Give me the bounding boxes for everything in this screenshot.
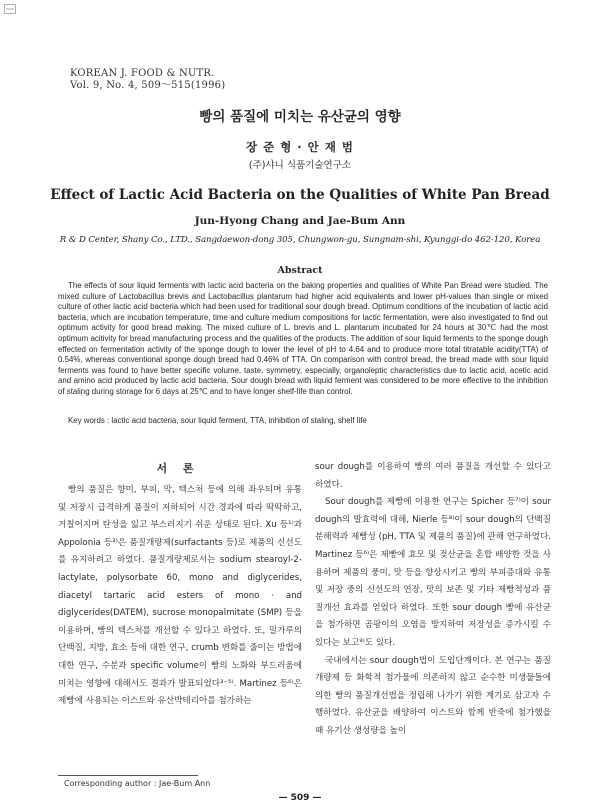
abstract-text: The effects of sour liquid ferments with lactic acid bacteria on the baking properties and qualities of White Pan Bread were studied. The mixed culture of Lactobacillus brevis and Lactobacillus plantarum had higher acid equivalents and lower pH-values than single or mixed culture of other lactic acid bacteria which had been used for traditional sour dough bread. Optimum conditions of the incubation of lactic acid bacteria, which are incubation temperature, time and culture medium compositions for lactic fermentation, were also investigated to find out optimum activity for good bread making. The mixed culture of L. brevis and L. plantarum incubated for 24 hours at 30℃ had the most optimum acitivity for bread manufacturing process and the qualities of the products. The addition of sour liquid ferments to the sponge dough effected on fermentation activity of the sponge dough to lower the level of pH to 4.64 and to produce more total titratable acidity(TTA) of 0.54%, whereas conventional sponge dough bread had 0.46% of TTA. On comparison with control bread, the bread made with sour liquid ferments was found to have better specific volume, taste, symmetry, especially, organoleptic characteristics due to lactic acid, acetic acid and amino acid produced by lactic acid bacteria. Sour dough bread with liquid ferment was considered to be more effective to the inhibition of staling during storage for 6 days at 25℃ and to have longer shelf-life than control. <box>58 281 548 396</box>
korean-authors: 장 준 형 · 안 재 범 <box>245 140 355 154</box>
english-title: Effect of Lactic Acid Bacteria on the Qualities of White Pan Bread <box>50 187 550 203</box>
journal-name: KOREAN J. FOOD & NUTR. <box>70 68 215 79</box>
left-column <box>58 482 302 711</box>
journal-volume: Vol. 9, No. 4, 509～515(1996) <box>70 80 226 91</box>
journal-citation <box>70 68 225 92</box>
introduction-heading: 서 론 <box>156 462 200 475</box>
english-affiliation: R & D Center, Shany Co., LTD., Sangdaewon-dong 305, Chungwon-gu, Sungnam-shi, Kyunggi-do 462-120, Korea <box>59 235 541 245</box>
corner-mark-icon <box>4 4 16 14</box>
korean-title: 빵의 품질에 미치는 유산균의 영향 <box>199 109 401 125</box>
korean-affiliation: (주)샤니 식품기술연구소 <box>248 160 352 171</box>
intro-paragraph-1: 빵의 품질은 향미, 부피, 막, 텍스처 등에 의해 좌우되며 유통 및 저장시 급격하게 품질이 저하되어 시간 경과에 따라 딱딱하고, 거칠어지며 탄성을 잃고 부스러지기 쉬운 상태로 된다. Xu 등¹⁾과 Appolonia 등²⁾은 품질개량제(surfactants 등)로 제품의 신선도를 유지하려고 하였다. 품질개량제로서는 sodium stearoyl-2-lactylate, polysorbate 60, mono and diglycerides, diacetyl tartaric acid esters of mono · and diglycerides(DATEM), sucrose monopalmitate (SMP) 등을 이용하며, 빵의 텍스처를 개선할 수 있다고 하였다. 또, 밀가루의 단백질, 지방, 효소 등에 대한 연구, crumb 변화를 줄이는 방법에 대한 연구, 수분과 specific volume이 빵의 노화와 부드러움에 미치는 영향에 대해서도 결과가 발표되었다³⁻⁵⁾. Martinez 등⁶⁾은 제빵에 사용되는 이스트와 유산박테리아를 첨가하는 <box>58 485 302 707</box>
right-column <box>315 459 551 741</box>
english-authors: Jun-Hyong Chang and Jae-Bum Ann <box>194 215 406 227</box>
intro-paragraph-2: Sour dough를 제빵에 이용한 연구는 Spicher 등⁷⁾이 sour dough의 발효력에 대해, Nierle 등⁸⁾이 sour dough의 단백질 분해력과 제빵성 (pH, TTA 및 제품의 품질)에 관해 연구하였다. Martinez 등⁶⁾은 제빵에 효모 및 젖산균을 혼합 배양한 것을 사용하며 제품의 풍미, 맛 등을 향상시키고 빵의 부피증대와 유통 및 저장 중의 신선도의 연장, 맛의 보존 및 기타 제빵적성과 품질개선 효과를 얻었다 하였다. 또한 sour dough 빵에 유산균을 첨가하면 곰팡이의 오염을 방지하여 저장성을 증가시킬 수 있다는 보고⁹⁾도 있다. <box>315 497 551 648</box>
intro-paragraph-1-cont: sour dough를 이용하여 빵의 여러 품질을 개선할 수 있다고 하였다. <box>315 462 551 490</box>
abstract-body <box>58 281 548 398</box>
page-number: — 509 — <box>278 793 322 803</box>
footnote-rule <box>58 775 198 776</box>
keywords: Key words : lactic acid bacteria, sour liquid ferment, TTA, inhibition of staling, shelf life <box>68 416 367 425</box>
abstract-heading: Abstract <box>277 265 323 276</box>
intro-paragraph-3: 국내에서는 sour dough법이 도입단계이다. 본 연구는 품질 개량제 등 화학적 첨가물에 의존하지 않고 순수한 미생물들에 의한 빵의 품질개선법을 정립해 나가기 위한 계기로 삼고자 수행하였다. 유산균을 배양하여 이스트와 함께 반죽에 첨가했을 때 유기산 생성량을 높이 <box>315 655 551 736</box>
corresponding-author-footnote: Corresponding author : Jae-Bum Ann <box>64 779 211 788</box>
